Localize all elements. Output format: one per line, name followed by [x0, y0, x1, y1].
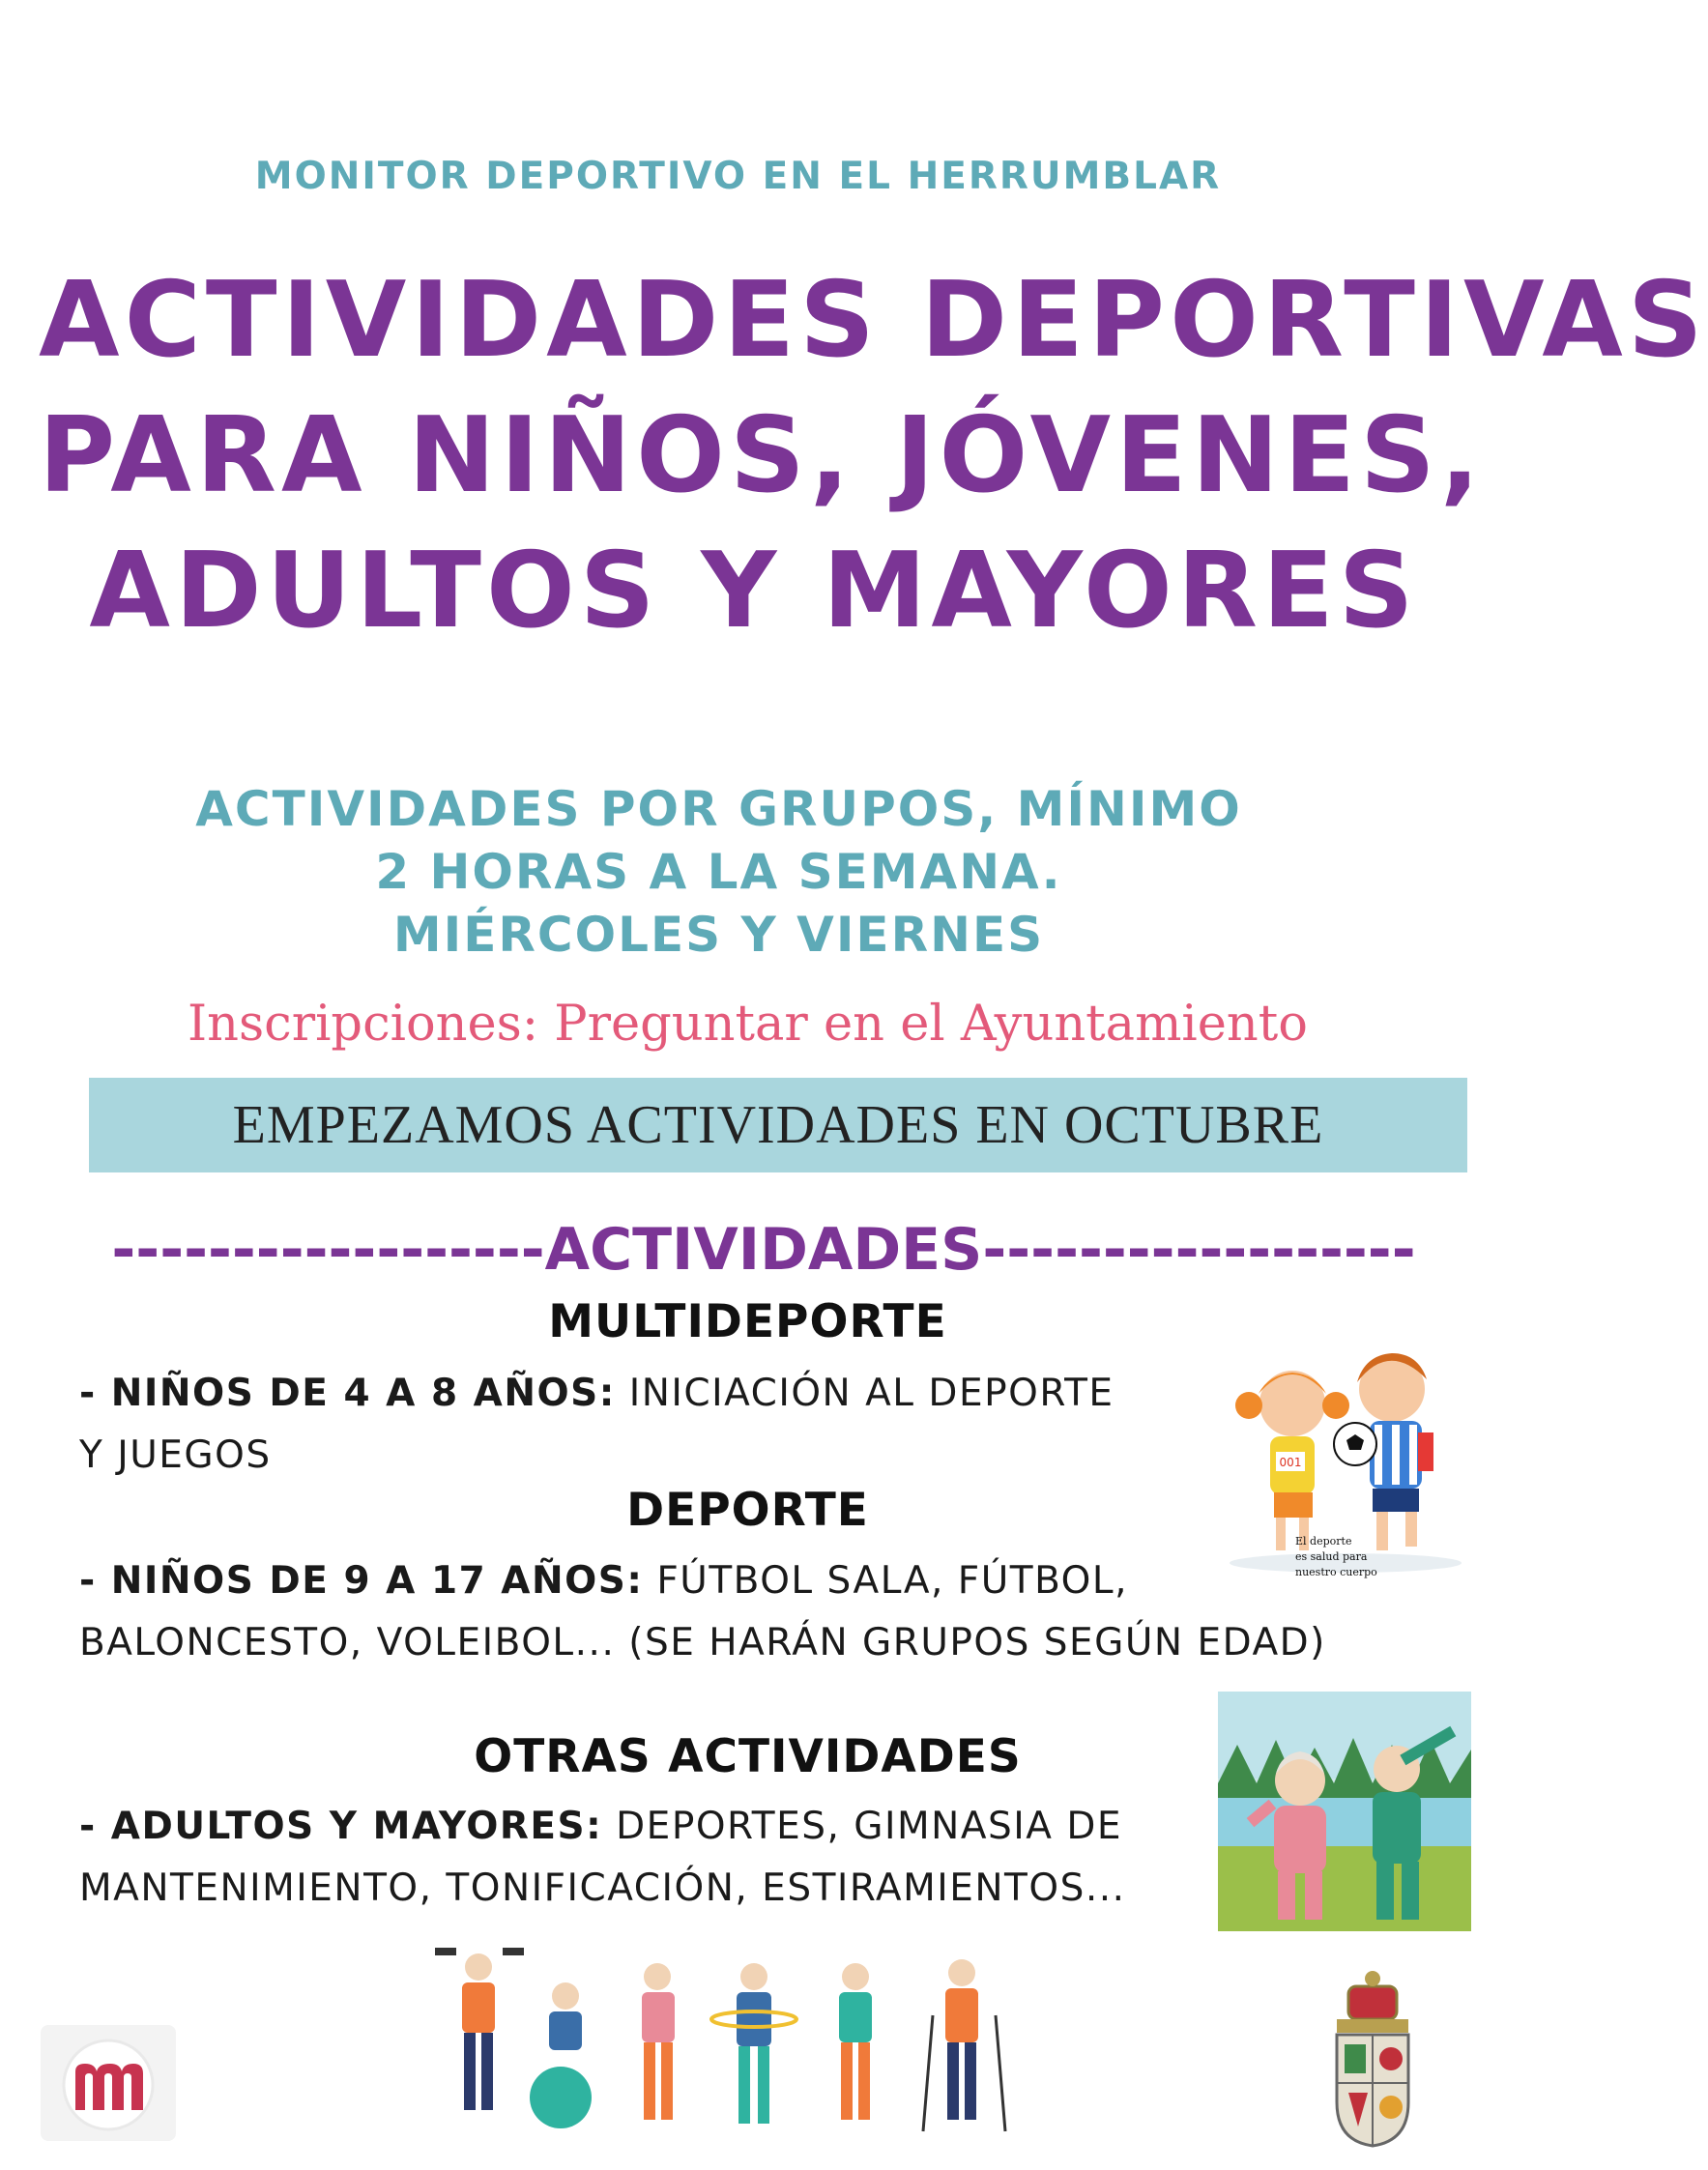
figure-hoop: [711, 1963, 796, 2124]
deporte-line-2: BALONCESTO, VOLEIBOL... (SE HARÁN GRUPOS SEGÚN EDAD): [79, 1621, 1326, 1664]
registration-note: Inscripciones: Preguntar en el Ayuntamiento: [188, 996, 1308, 1053]
otras-desc: DEPORTES, GIMNASIA DE: [602, 1805, 1123, 1848]
figure-arms-up: [642, 1963, 675, 2120]
kids-football-illustration: [1220, 1336, 1473, 1582]
multideporte-title: MULTIDEPORTE: [548, 1295, 947, 1348]
headline-line-3: ADULTOS Y MAYORES: [89, 531, 1419, 651]
main-headline: [39, 253, 1708, 659]
deporte-label: - NIÑOS DE 9 A 17 AÑOS:: [79, 1559, 644, 1603]
start-banner-text: EMPEZAMOS ACTIVIDADES EN OCTUBRE: [232, 1095, 1324, 1155]
figure-dumbbells: [435, 1948, 524, 2110]
kids-caption-3: nuestro cuerpo: [1295, 1566, 1377, 1578]
m-logo: [41, 2025, 176, 2141]
monitor-subtitle: MONITOR DEPORTIVO EN EL HERRUMBLAR: [254, 155, 1222, 198]
multideporte-label: - NIÑOS DE 4 A 8 AÑOS:: [79, 1372, 616, 1415]
town-crest-icon: [1310, 1967, 1435, 2151]
bib-number: 001: [1279, 1456, 1302, 1469]
figure-ball: [530, 1982, 592, 2128]
multideporte-line-1: [79, 1363, 1115, 1425]
schedule-info: [0, 778, 1534, 967]
headline-line-2: PARA NIÑOS, JÓVENES,: [39, 395, 1485, 516]
exercising-seniors-illustration: [425, 1938, 1063, 2141]
activities-heading: ------------------ACTIVIDADES------------------: [111, 1216, 1416, 1284]
kids-caption-2: es salud para: [1295, 1550, 1368, 1563]
seniors-stretching-illustration: [1218, 1692, 1471, 1931]
otras-title: OTRAS ACTIVIDADES: [474, 1730, 1022, 1783]
kids-caption-1: El deporte: [1295, 1535, 1352, 1548]
otras-line-1: [79, 1796, 1122, 1858]
info-line-1: ACTIVIDADES POR GRUPOS, MÍNIMO: [195, 781, 1242, 837]
deporte-title: DEPORTE: [626, 1484, 869, 1537]
deporte-line-1: [79, 1550, 1128, 1612]
multideporte-desc: INICIACIÓN AL DEPORTE: [615, 1372, 1115, 1415]
info-line-2: 2 HORAS A LA SEMANA.: [375, 844, 1062, 900]
info-line-3: MIÉRCOLES Y VIERNES: [392, 907, 1045, 963]
figure-walking-poles: [923, 1959, 1005, 2131]
otras-line-2: MANTENIMIENTO, TONIFICACIÓN, ESTIRAMIENTOS...: [79, 1866, 1126, 1910]
figure-weights: [839, 1963, 872, 2120]
headline-line-1: ACTIVIDADES DEPORTIVAS: [39, 260, 1708, 381]
start-banner: [89, 1078, 1467, 1172]
deporte-desc: FÚTBOL SALA, FÚTBOL,: [643, 1559, 1128, 1603]
otras-label: - ADULTOS Y MAYORES:: [79, 1805, 603, 1848]
multideporte-line-2: Y JUEGOS: [79, 1433, 272, 1477]
